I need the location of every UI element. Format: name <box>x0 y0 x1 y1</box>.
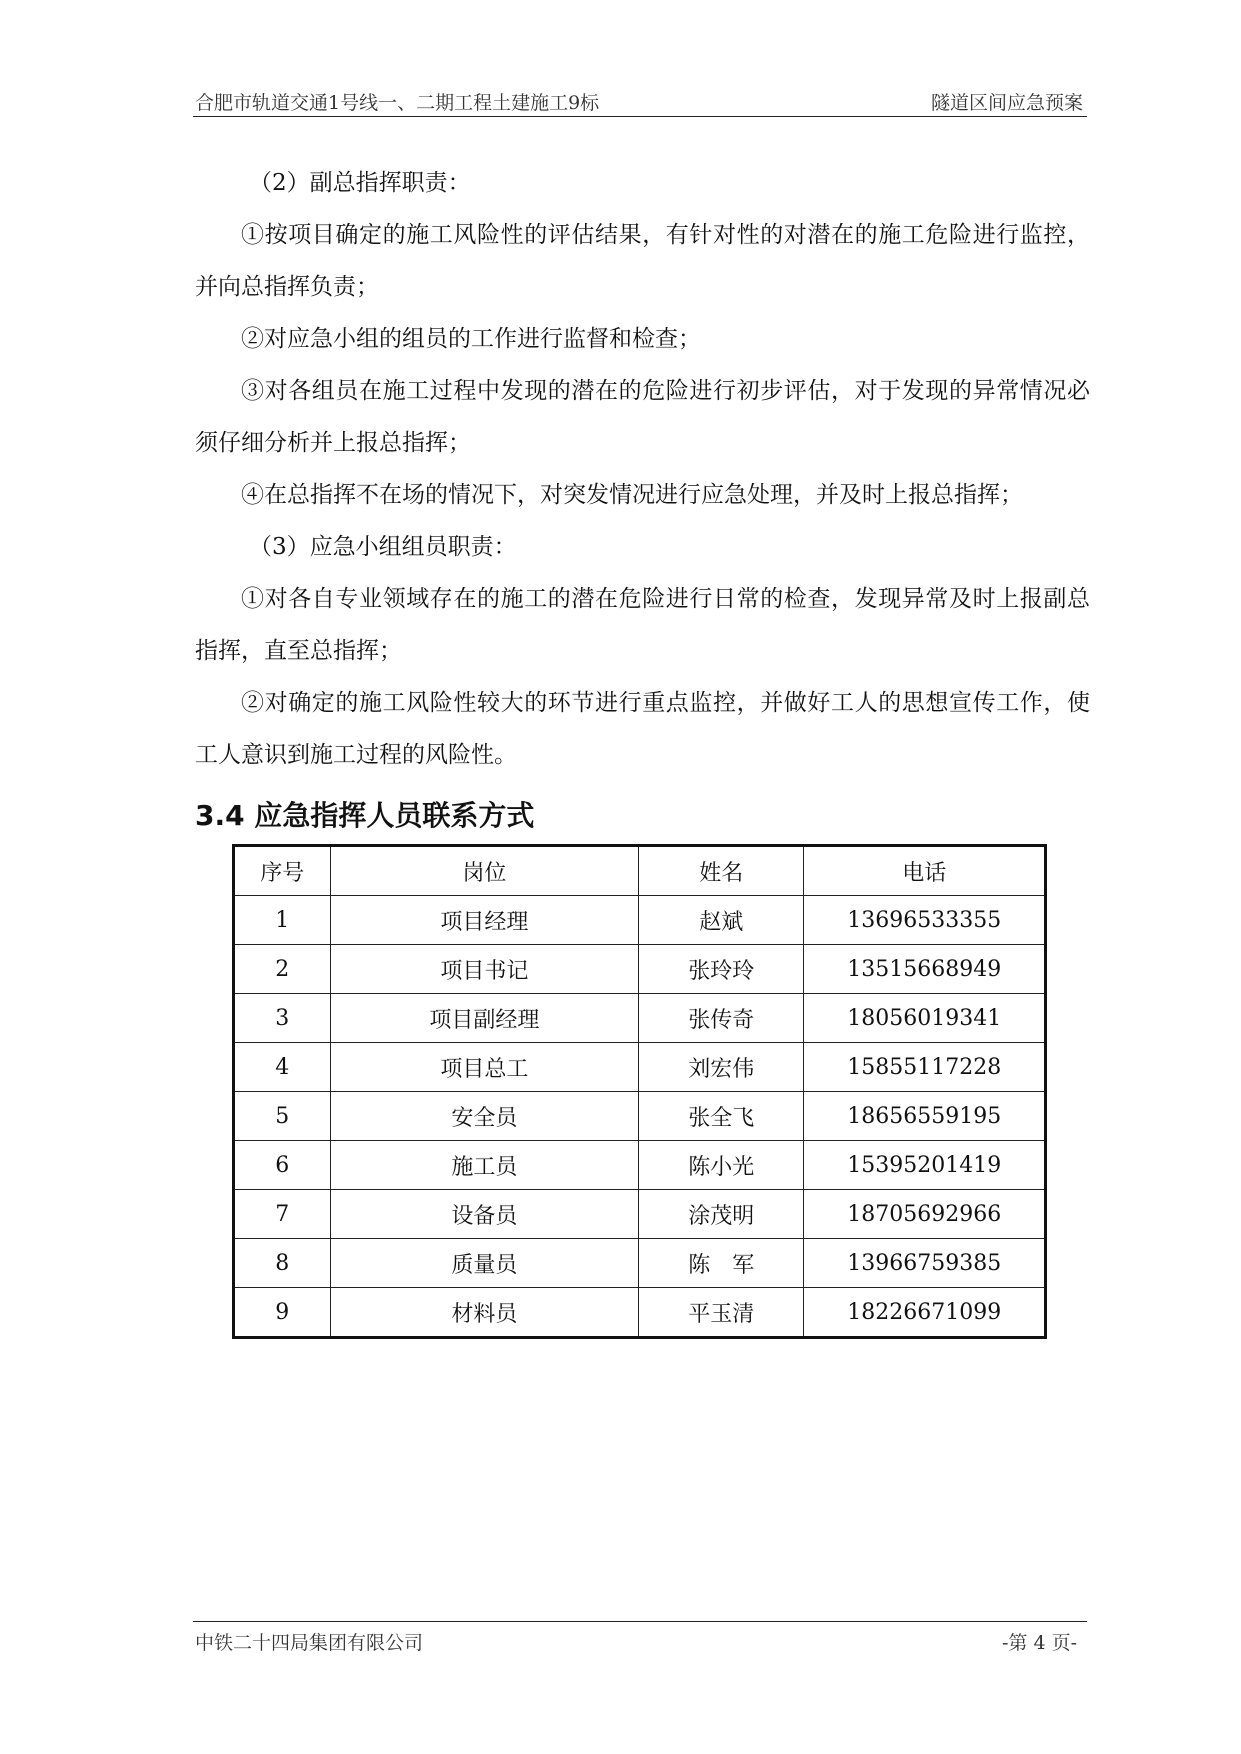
page-footer <box>193 1621 1087 1654</box>
cell-phone: 15855117228 <box>804 1043 1046 1092</box>
table-row <box>234 1239 1046 1288</box>
cell-phone: 18056019341 <box>804 994 1046 1043</box>
cell-index: 7 <box>234 1190 331 1239</box>
cell-position: 项目副经理 <box>330 994 638 1043</box>
cell-name: 平玉清 <box>639 1288 804 1338</box>
paragraph-deputy-duty-1: ①按项目确定的施工风险性的评估结果，有针对性的对潜在的施工危险进行监控，并向总指挥负责； <box>195 222 1090 300</box>
cell-index: 3 <box>234 994 331 1043</box>
cell-position: 安全员 <box>330 1092 638 1141</box>
cell-name: 陈 军 <box>639 1239 804 1288</box>
table-row <box>234 896 1046 945</box>
cell-phone: 18226671099 <box>804 1288 1046 1338</box>
paragraph-deputy-duties-heading: （2）副总指挥职责： <box>249 170 471 196</box>
cell-phone: 13696533355 <box>804 896 1046 945</box>
cell-name: 张传奇 <box>639 994 804 1043</box>
cell-index: 6 <box>234 1141 331 1190</box>
cell-index: 9 <box>234 1288 331 1338</box>
cell-name: 涂茂明 <box>639 1190 804 1239</box>
section-heading: 3.4 应急指挥人员联系方式 <box>195 799 535 832</box>
footer-page-number: -第 4 页- <box>1001 1632 1077 1654</box>
cell-position: 质量员 <box>330 1239 638 1288</box>
paragraph-member-duty-1: ①对各自专业领域存在的施工的潜在危险进行日常的检查，发现异常及时上报副总指挥，直至总指挥； <box>195 586 1090 664</box>
table-row <box>234 1043 1046 1092</box>
header-cell-position: 岗位 <box>330 846 638 896</box>
body-text <box>195 157 1090 781</box>
page-header <box>193 86 1087 117</box>
paragraph-member-duties-heading: （3）应急小组组员职责： <box>249 534 517 560</box>
header-cell-phone: 电话 <box>804 846 1046 896</box>
cell-name: 陈小光 <box>639 1141 804 1190</box>
paragraph-deputy-duty-4: ④在总指挥不在场的情况下，对突发情况进行应急处理，并及时上报总指挥； <box>241 482 1023 508</box>
cell-index: 2 <box>234 945 331 994</box>
cell-index: 8 <box>234 1239 331 1288</box>
table-row <box>234 945 1046 994</box>
cell-phone: 18656559195 <box>804 1092 1046 1141</box>
cell-phone: 13966759385 <box>804 1239 1046 1288</box>
cell-position: 材料员 <box>330 1288 638 1338</box>
cell-phone: 13515668949 <box>804 945 1046 994</box>
header-cell-name: 姓名 <box>639 846 804 896</box>
cell-name: 张玲玲 <box>639 945 804 994</box>
cell-name: 张全飞 <box>639 1092 804 1141</box>
header-project-title: 合肥市轨道交通1号线一、二期工程土建施工9标 <box>195 92 600 114</box>
cell-phone: 18705692966 <box>804 1190 1046 1239</box>
footer-company: 中铁二十四局集团有限公司 <box>195 1632 424 1654</box>
cell-index: 5 <box>234 1092 331 1141</box>
paragraph-member-duty-2: ②对确定的施工风险性较大的环节进行重点监控，并做好工人的思想宣传工作，使工人意识到施工过程的风险性。 <box>195 690 1090 768</box>
contact-table <box>232 844 1047 1339</box>
cell-index: 4 <box>234 1043 331 1092</box>
cell-position: 设备员 <box>330 1190 638 1239</box>
paragraph-deputy-duty-3: ③对各组员在施工过程中发现的潜在的危险进行初步评估，对于发现的异常情况必须仔细分析并上报总指挥； <box>195 378 1090 456</box>
table-row <box>234 1288 1046 1338</box>
header-doc-title: 隧道区间应急预案 <box>930 92 1083 114</box>
table-header-row <box>234 846 1046 896</box>
table-row <box>234 1141 1046 1190</box>
cell-position: 施工员 <box>330 1141 638 1190</box>
cell-position: 项目经理 <box>330 896 638 945</box>
paragraph-deputy-duty-2: ②对应急小组的组员的工作进行监督和检查； <box>241 326 701 352</box>
table-row <box>234 1092 1046 1141</box>
cell-name: 赵斌 <box>639 896 804 945</box>
table-row <box>234 1190 1046 1239</box>
table-row <box>234 994 1046 1043</box>
cell-position: 项目书记 <box>330 945 638 994</box>
cell-position: 项目总工 <box>330 1043 638 1092</box>
cell-name: 刘宏伟 <box>639 1043 804 1092</box>
cell-phone: 15395201419 <box>804 1141 1046 1190</box>
cell-index: 1 <box>234 896 331 945</box>
header-cell-index: 序号 <box>234 846 331 896</box>
